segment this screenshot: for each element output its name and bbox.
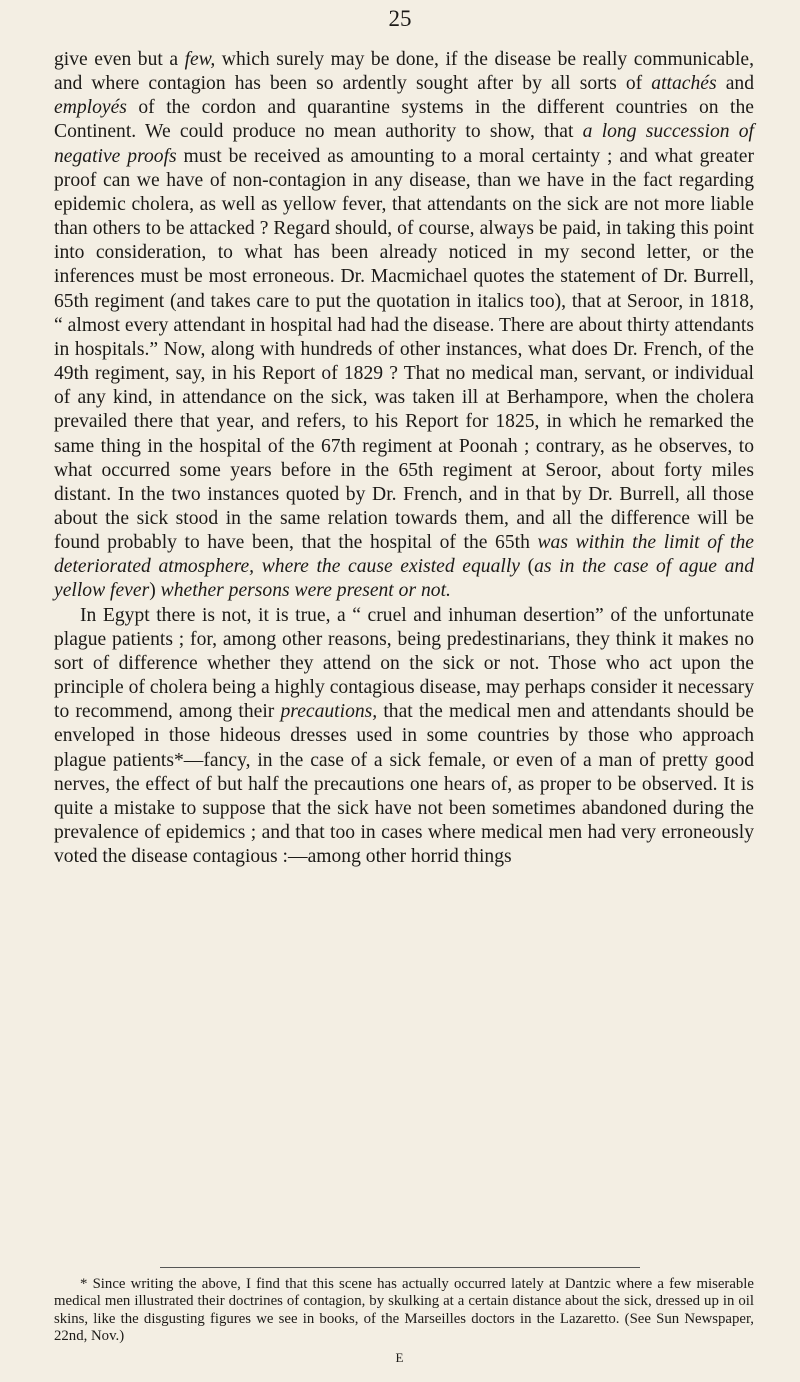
page-number: 25 xyxy=(388,6,412,31)
text-run: must be received as amounting to a moral certainty ; and what greater proof can we have of non-contagion in any disease, than we have in the fact regarding epidemic cholera, as well as yellow fever, that attendants on the sick are not more liable than others to be attacked ? Regard should, of course, always be paid, in taking this point into consideration, to what has been already noticed in my second letter, or the inferences must be most erroneous. Dr. Macmichael quotes the statement of Dr. Burrell, 65th regiment (and takes care to put the quotation in italics too), that at Seroor, in 1818, “ almost every attendant in hospital had had the disease. There are about thirty attendants in hospitals.” Now, along with hundreds of other instances, what does Dr. French, of the 49th regiment, say, in his Report of 1829 ? That no medical man, servant, or individual of any kind, in attendance on the sick, was taken ill at Berhampore, when the cholera prevailed there that year, and refers, to his Report for 1825, in which he remarked the same thing in the hospital of the 67th regiment at Poonah ; contrary, as he observes, to what occurred some years before in the 65th regiment at Seroor, about forty miles distant. In the two instances quoted by Dr. French, and in that by Dr. Burrell, all those about the sick stood in the same relation towards them, and all the difference will be found probably to have been, that the hospital of the 65th xyxy=(54,145,754,554)
text-run: which surely may be done, if the disease be really communicable, and where contagion has been so ardently sought after by all sorts of xyxy=(54,49,754,95)
text-run: and xyxy=(716,73,754,95)
italic-text: few, xyxy=(184,49,216,70)
paragraph-2 xyxy=(54,604,754,870)
text-run: In Egypt there is not, it is true, a “ cruel and inhuman desertion” of the unfortunate plague patients ; for, among other reasons, being predestinarians, they think it makes no sort of difference whether they attend on the sick or not. Those who act upon the principle of cholera being a highly contagious disease, may perhaps consider it necessary to recommend, among their xyxy=(54,604,754,723)
italic-text: employés xyxy=(54,97,127,119)
italic-text: precautions, xyxy=(280,701,378,723)
paragraph-1 xyxy=(54,48,754,604)
italic-text: attachés xyxy=(651,73,717,95)
italic-text: was within the limit of the deteriorated atmosphere, where the cause existed equally xyxy=(54,532,754,578)
signature-mark: E xyxy=(395,1350,405,1365)
text-run: ) xyxy=(149,580,161,602)
italic-text: whether persons were present or not. xyxy=(160,580,451,602)
italic-text: as in the case of ague and yellow fever xyxy=(54,556,754,602)
text-run: that the medical men and attendants should be enveloped in those hideous dresses used in some countries by those who approach plague patients*—fancy, in the case of a sick female, or even of a man of pretty good nerves, the effect of but half the precautions one hears of, as proper to be observed. It is quite a mistake to suppose that the sick have not been sometimes abandoned during the prevalence of epidemics ; and that too in cases where medical men had very erroneously voted the disease contagious :—among other horrid things xyxy=(54,701,754,868)
footnote: * Since writing the above, I find that this scene has actually occurred lately at Dantzic where a few miserable medical men illustrated their doctrines of contagion, by skulking at a certain distance about the sick, dressed up in oil skins, like the disgusting figures we see in books, of the Marseilles doctors in the Lazaretto. (See Sun Newspaper, 22nd, Nov.) xyxy=(54,1276,754,1345)
text-run: give even but a xyxy=(54,49,185,70)
body-text xyxy=(54,48,754,869)
text-run: of the cordon and quarantine systems in the different countries on the Continent. We could produce no mean authority to show, that xyxy=(54,97,754,143)
text-run: ( xyxy=(519,556,535,578)
italic-text: a long succession of negative proofs xyxy=(54,121,755,167)
footnote-rule xyxy=(160,1267,640,1268)
